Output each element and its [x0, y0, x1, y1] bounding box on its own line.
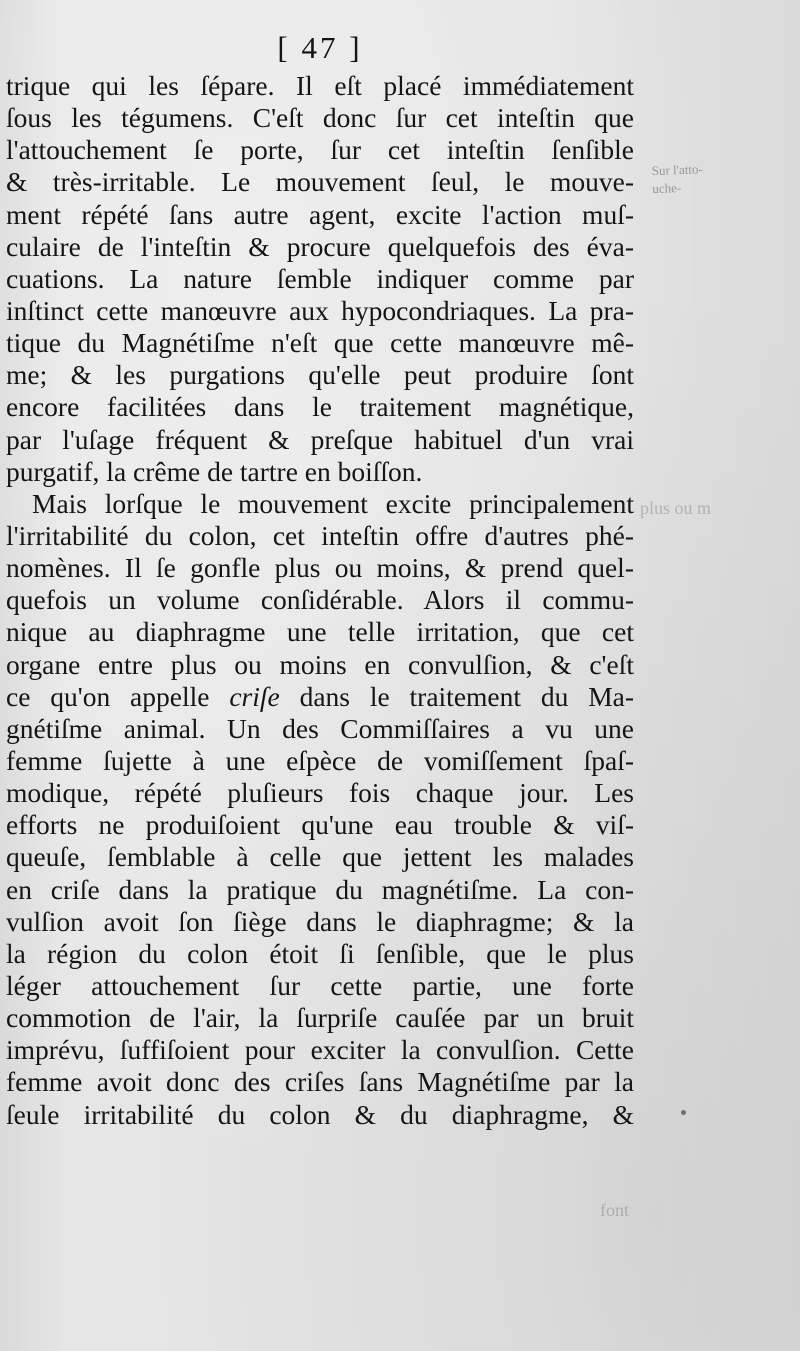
bleed-through-text: plus ou m [640, 498, 712, 518]
text-line: femme avoit donc des criſes ſans Magnétiſme par la [6, 1066, 634, 1098]
text-line: par l'uſage fréquent & preſque habituel d'un vrai [6, 423, 634, 455]
bleed-through-text: font [600, 1200, 629, 1220]
text-segment: dans le traitement du Ma- [299, 680, 635, 712]
text-line: ſeule irritabilité du colon & du diaphragme, & [6, 1098, 634, 1130]
text-line: efforts ne produiſoient qu'une eau trouble & viſ- [6, 809, 634, 841]
text-line: encore facilitées dans le traitement magnétique, [6, 391, 634, 423]
text-line: trique qui les ſépare. Il eſt placé immédiatement [6, 70, 634, 101]
page-number: [ 47 ] [277, 30, 363, 65]
text-line: ment répété ſans autre agent, excite l'action muſ- [6, 198, 634, 230]
text-line: en criſe dans la pratique du magnétiſme. La con- [6, 873, 634, 905]
text-line: vulſion avoit ſon ſiège dans le diaphragme; & la [6, 905, 634, 937]
text-line: culaire de l'inteſtin & procure quelquefois des éva- [6, 230, 634, 262]
text-line: femme ſujette à une eſpèce de vomiſſement ſpaſ- [6, 744, 634, 776]
text-line: organe entre plus ou moins en convulſion, & c'eſt [6, 648, 634, 680]
body-text [6, 70, 634, 1131]
text-line: nomènes. Il ſe gonfle plus ou moins, & prend quel- [6, 552, 634, 584]
text-line: léger attouchement ſur cette partie, une forte [6, 969, 634, 1001]
text-line: cuations. La nature ſemble indiquer comme par [6, 262, 634, 294]
text-line: purgatif, la crême de tartre en boiſſon. [6, 455, 423, 487]
text-segment: ce qu'on appelle [6, 680, 210, 712]
text-line-with-italic [6, 681, 634, 713]
text-line: nique au diaphragme une telle irritation, que cet [6, 616, 634, 648]
text-line: l'irritabilité du colon, cet inteſtin offre d'autres phé- [6, 519, 634, 551]
text-line: inſtinct cette manœuvre aux hypocondriaques. La pra- [6, 294, 634, 326]
text-line: & très-irritable. Le mouvement ſeul, le mouve- [6, 166, 634, 198]
margin-note-line: uche- [652, 180, 682, 197]
text-line: me; & les purgations qu'elle peut produire ſont [6, 359, 634, 391]
text-line: modique, répété pluſieurs fois chaque jour. Les [6, 777, 634, 809]
text-line: gnétiſme animal. Un des Commiſſaires a vu une [6, 712, 634, 744]
text-line: queuſe, ſemblable à celle que jettent les malades [6, 841, 634, 873]
paper-speck [681, 1110, 686, 1115]
text-line: ſous les tégumens. C'eſt donc ſur cet inteſtin que [6, 102, 634, 134]
text-line: Mais lorſque le mouvement excite principalement [32, 487, 634, 519]
text-line: quefois un volume conſidérable. Alors il commu- [6, 584, 634, 616]
text-line: commotion de l'air, la ſurpriſe cauſée par un bruit [6, 1002, 634, 1034]
text-line: tique du Magnétiſme n'eſt que cette manœuvre mê- [6, 327, 634, 359]
text-line: la région du colon étoit ſi ſenſible, que le plus [6, 937, 634, 969]
text-line: imprévu, ſuffiſoient pour exciter la convulſion. Cette [6, 1034, 634, 1066]
margin-note-line: Sur l'atto- [651, 161, 704, 179]
italic-term: criſe [229, 680, 280, 712]
text-line: l'attouchement ſe porte, ſur cet inteſtin ſenſible [6, 134, 634, 166]
margin-note [651, 158, 772, 198]
